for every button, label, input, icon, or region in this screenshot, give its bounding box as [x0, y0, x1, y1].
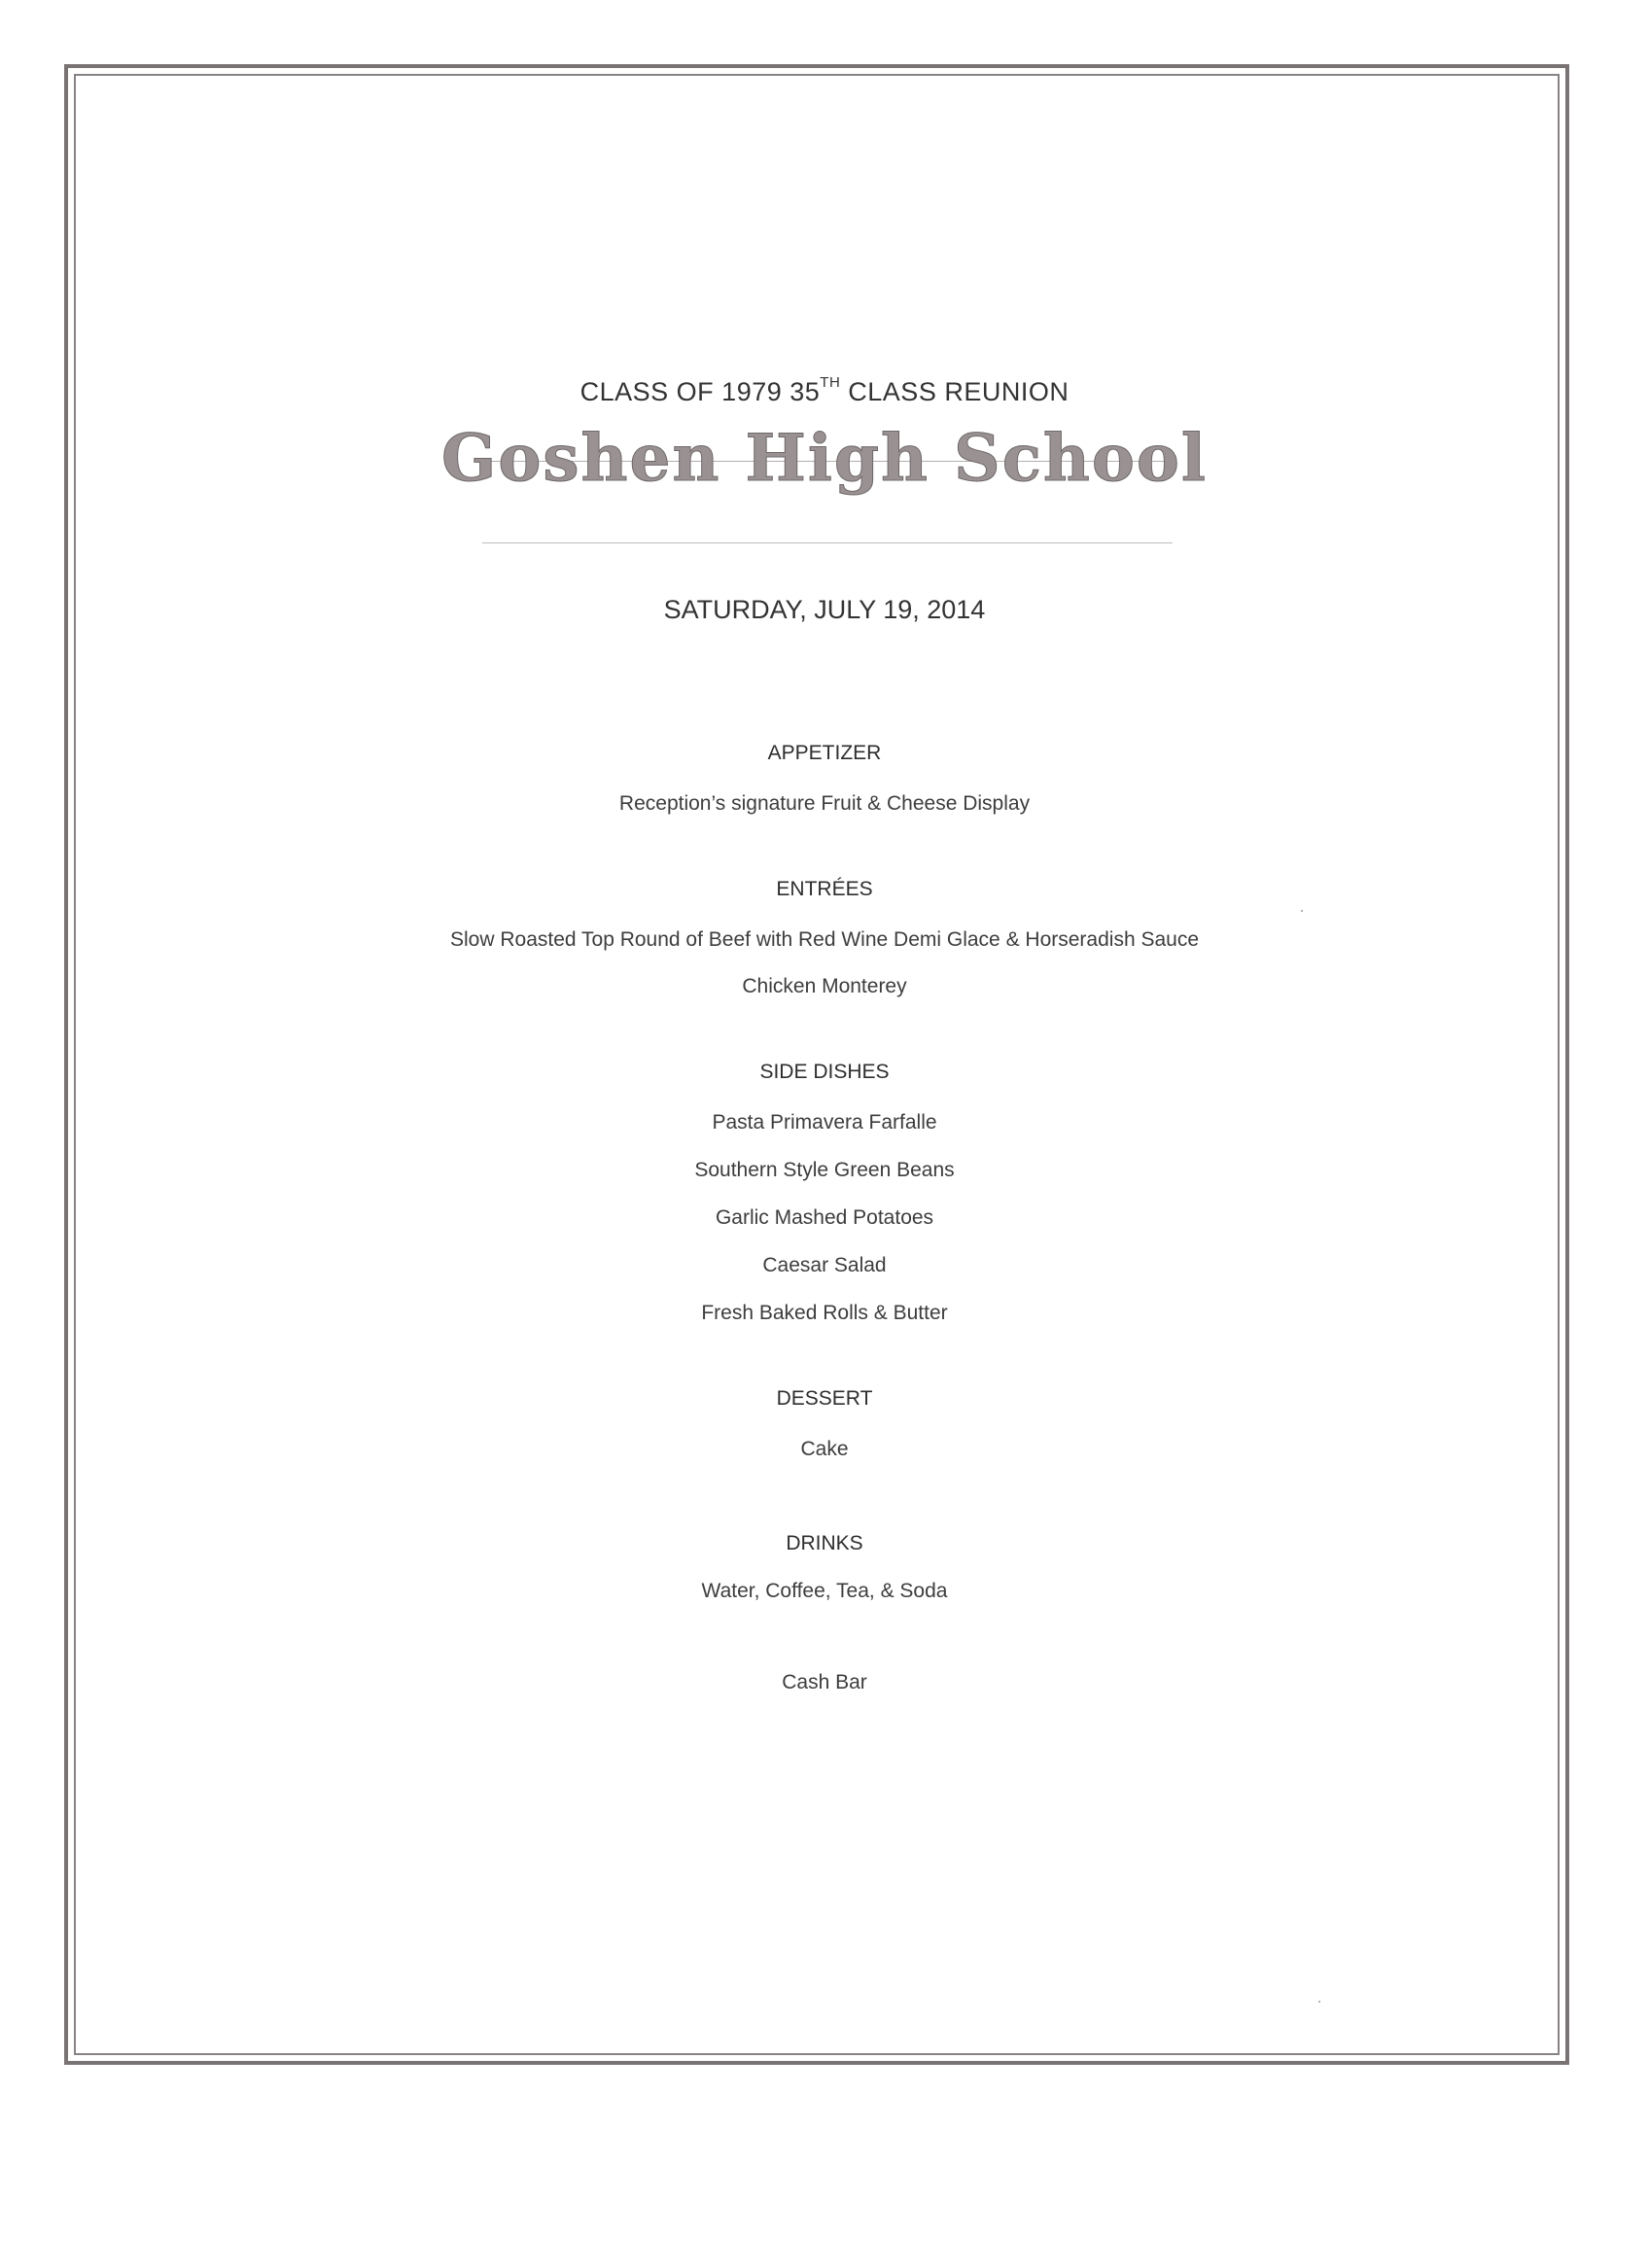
cash-bar: Cash Bar: [782, 1671, 867, 1693]
scan-speck: [1301, 910, 1303, 912]
appetizer-heading: APPETIZER: [767, 742, 882, 764]
side-dish-item: Caesar Salad: [762, 1254, 887, 1276]
subtitle-suffix: CLASS REUNION: [840, 377, 1070, 406]
drinks-heading: DRINKS: [786, 1532, 863, 1554]
dessert-heading: DESSERT: [776, 1387, 873, 1410]
side-dishes-heading: SIDE DISHES: [759, 1061, 890, 1083]
dessert-item: Cake: [800, 1438, 849, 1460]
drinks-item: Water, Coffee, Tea, & Soda: [701, 1580, 948, 1602]
side-dish-item: Pasta Primavera Farfalle: [712, 1111, 937, 1134]
entrees-heading: ENTRÉES: [776, 878, 873, 900]
title-divider: [482, 542, 1173, 543]
scan-speck: [1318, 2001, 1320, 2003]
side-dish-item: Fresh Baked Rolls & Butter: [701, 1302, 948, 1324]
subtitle-prefix: CLASS OF 1979 35: [579, 377, 821, 406]
appetizer-item: Reception’s signature Fruit & Cheese Display: [618, 792, 1031, 815]
side-dish-item: Garlic Mashed Potatoes: [715, 1206, 934, 1229]
subtitle-superscript: TH: [820, 374, 841, 391]
entree-item: Chicken Monterey: [742, 975, 907, 997]
event-date: SATURDAY, JULY 19, 2014: [663, 595, 986, 624]
reunion-subtitle: [0, 374, 1649, 407]
school-name: Goshen High School: [441, 420, 1208, 496]
side-dish-item: Southern Style Green Beans: [694, 1159, 955, 1181]
entree-item: Slow Roasted Top Round of Beef with Red Wine Demi Glace & Horseradish Sauce: [450, 928, 1199, 951]
